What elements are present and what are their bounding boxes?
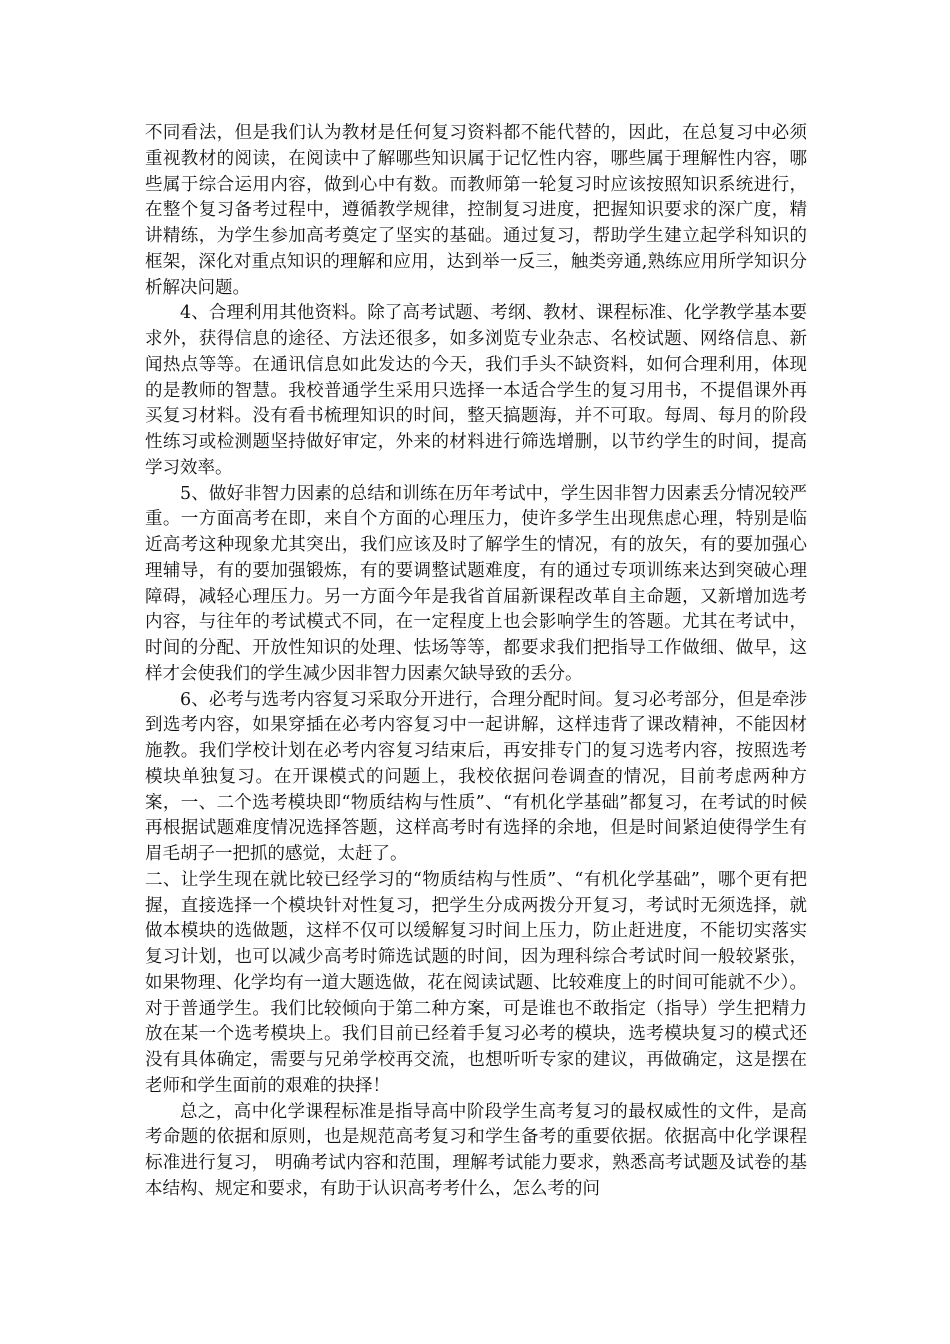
paragraph-item-4: 4、合理利用其他资料。除了高考试题、考纲、教材、课程标准、化学教学基本要求外，获得信息的途径、方法还很多，如多浏览专业杂志、名校试题、网络信息、新闻热点等等。在通讯信息如此发达的今天，我们手头不缺资料，如何合理利用，体现的是教师的智慧。我校普通学生采用只选择一本适合学生的复习用书，不提倡课外再买复习材料。没有看书梳理知识的时间，整天搞题海，并不可取。每周、每月的阶段性练习或检测题坚持做好审定，外来的材料进行筛选增删，以节约学生的时间，提高学习效率。 (145, 303, 807, 478)
paragraph-item-6: 6、必考与选考内容复习采取分开进行，合理分配时间。复习必考部分，但是牵涉到选考内容，如果穿插在必考内容复习中一起讲解，这样违背了课改精神，不能因材施教。我们学校计划在必考内容复习结束后，再安排专门的复习选考内容，按照选考模块单独复习。在开课模式的问题上，我校依据问卷调查的情况，目前考虑两种方案，一、二个选考模块即“物质结构与性质”、“有机化学基础”都复习，在考试的时候再根据试题难度情况选择答题，这样高考时有选择的余地，但是时间紧迫使得学生有眉毛胡子一把抓的感觉，太赶了。 (145, 689, 807, 864)
paragraph-conclusion: 总之，高中化学课程标准是指导高中阶段学生高考复习的最权威性的文件，是高考命题的依据和原则，也是规范高考复习和学生备考的重要依据。依据高中化学课程标准进行复习， 明确考试内容和范围，理解考试能力要求，熟悉高考试题及试卷的基本结构、规定和要求，有助于认识高考考什么，怎么考的问 (145, 1101, 807, 1199)
paragraph-continuation: 不同看法，但是我们认为教材是任何复习资料都不能代替的，因此，在总复习中必须重视教材的阅读，在阅读中了解哪些知识属于记忆性内容，哪些属于理解性内容，哪些属于综合运用内容，做到心中有数。而教师第一轮复习时应该按照知识系统进行，在整个复习备考过程中，遵循教学规律，控制复习进度，把握知识要求的深广度，精讲精练，为学生参加高考奠定了坚实的基础。通过复习，帮助学生建立起学科知识的框架，深化对重点知识的理解和应用，达到举一反三，触类旁通,熟练应用所学知识分析解决问题。 (145, 123, 807, 298)
document-page (145, 121, 807, 1203)
paragraph-item-5: 5、做好非智力因素的总结和训练在历年考试中，学生因非智力因素丢分情况较严重。一方面高考在即，来自个方面的心理压力，使许多学生出现焦虑心理，特别是临近高考这种现象尤其突出，我们应该及时了解学生的情况，有的放矢，有的要加强心理辅导，有的要加强锻炼，有的要调整试题难度，有的通过专项训练来达到突破心理障碍，减轻心理压力。另一方面今年是我省首届新课程改革自主命题，又新增加选考内容，与往年的考试模式不同，在一定程度上也会影响学生的答题。尤其在考试中，时间的分配、开放性知识的处理、怯场等等，都要求我们把指导工作做细、做早，这样才会使我们的学生减少因非智力因素欠缺导致的丢分。 (145, 483, 807, 684)
paragraph-option-two: 二、让学生现在就比较已经学习的“物质结构与性质”、“有机化学基础”，哪个更有把握，直接选择一个模块针对性复习，把学生分成两拨分开复习，考试时无须选择，就做本模块的选做题，这样不仅可以缓解复习时间上压力，防止赶进度，不能切实落实复习计划，也可以减少高考时筛选试题的时间，因为理科综合考试时间一般较紧张，如果物理、化学均有一道大题选做，花在阅读试题、比较难度上的时间可能就不少）。对于普通学生。我们比较倾向于第二种方案，可是谁也不敢指定（指导）学生把精力放在某一个选考模块上。我们目前已经着手复习必考的模块，选考模块复习的模式还没有具体确定，需要与兄弟学校再交流，也想听听专家的建议，再做确定，这是摆在老师和学生面前的艰难的抉择！ (145, 869, 807, 1096)
